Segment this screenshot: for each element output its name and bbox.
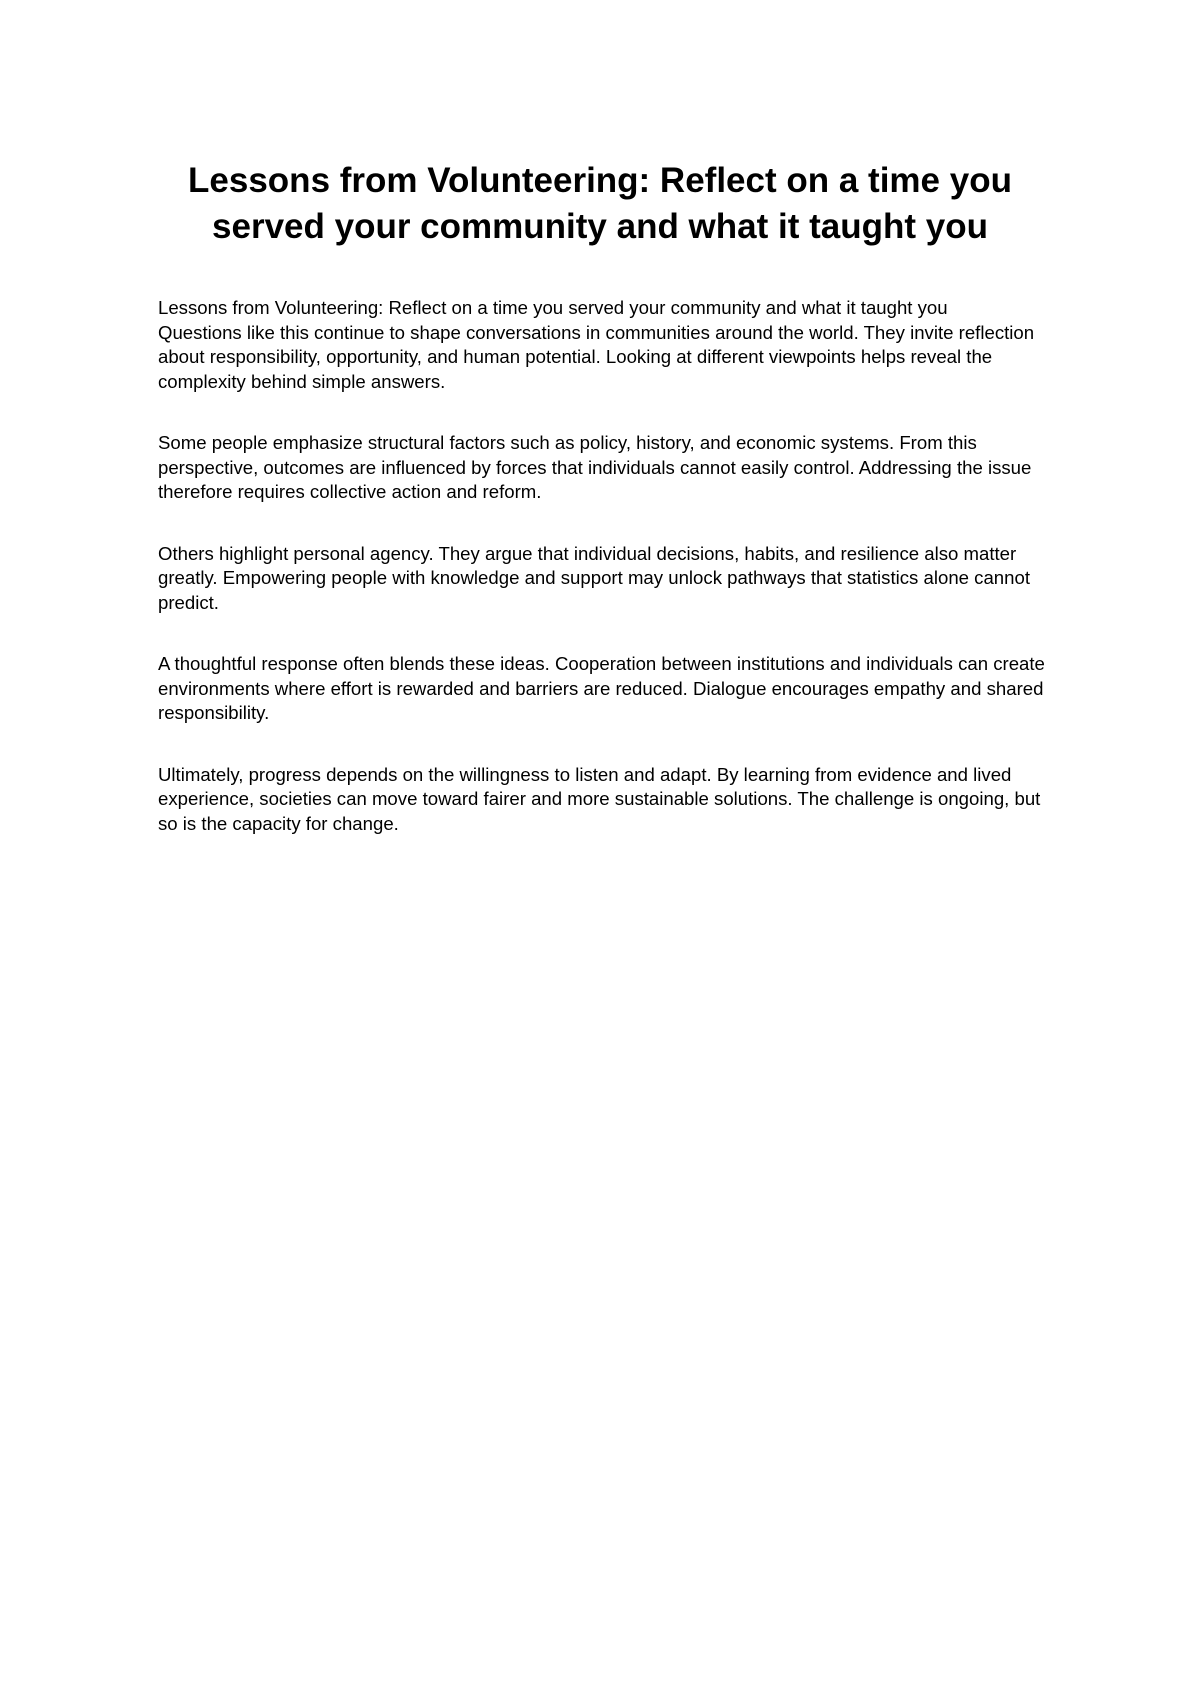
paragraph-blended-response: A thoughtful response often blends these ideas. Cooperation between institutions and individuals can create environments where effort is rewarded and barriers are reduced. Dialogue encourages empathy and shared responsibility.: [158, 653, 1045, 723]
paragraph-structural-factors: Some people emphasize structural factors such as policy, history, and economic systems. From this perspective, outcomes are influenced by forces that individuals cannot easily control. Addressing the issue therefore requires collective action and reform.: [158, 432, 1032, 502]
paragraph-conclusion: Ultimately, progress depends on the willingness to listen and adapt. By learning from evidence and lived experience, societies can move toward fairer and more sustainable solutions. The challenge is ongoing, but so is the capacity for change.: [158, 763, 1041, 834]
paragraph-intro: [158, 296, 1058, 394]
paragraph-text: Questions like this continue to shape conversations in communities around the world. They invite reflection about responsibility, opportunity, and human potential. Looking at different viewpoints helps reveal the complexity behind simple answers.: [158, 321, 1035, 392]
document-body: [158, 296, 1058, 873]
paragraph-personal-agency: Others highlight personal agency. They argue that individual decisions, habits, and resilience also matter greatly. Empowering people with knowledge and support may unlock pathways that statistics alone cannot predict.: [158, 542, 1030, 613]
document-title: Lessons from Volunteering: Reflect on a time you served your community and what it taught you: [188, 161, 1012, 246]
paragraph-lead: Lessons from Volunteering: Reflect on a time you served your community and what it taught you: [158, 297, 948, 318]
